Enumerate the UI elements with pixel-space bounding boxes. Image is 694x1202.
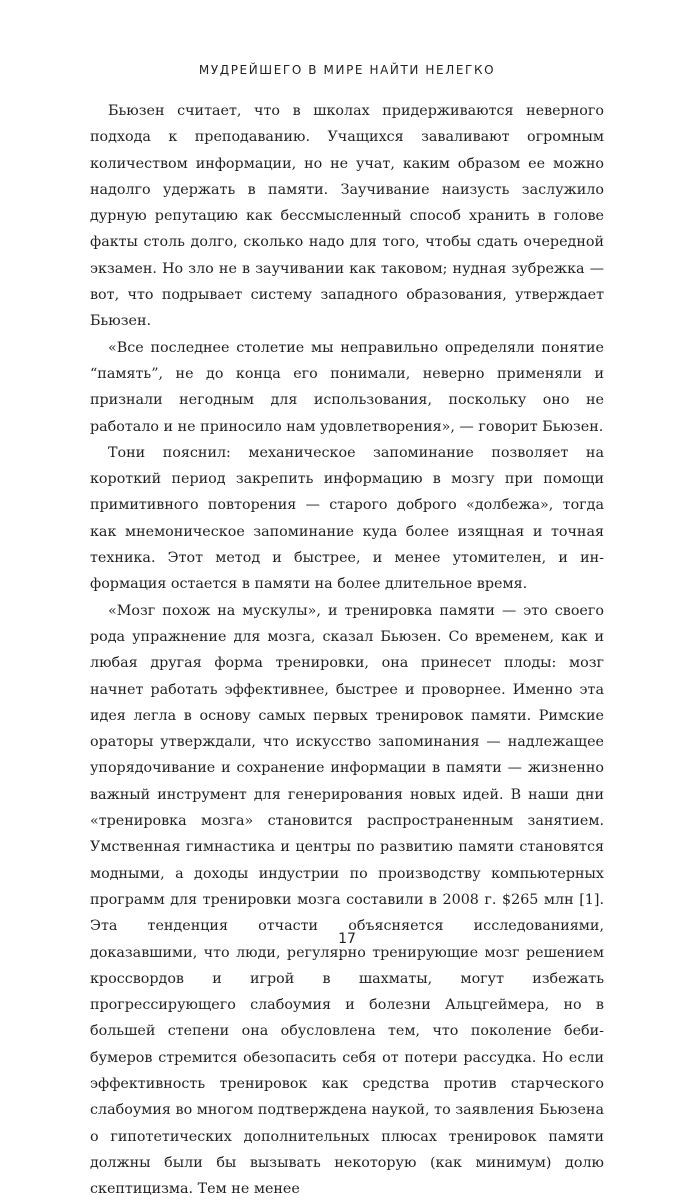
body-text <box>90 98 604 1202</box>
running-head: МУДРЕЙШЕГО В МИРЕ НАЙТИ НЕЛЕГКО <box>198 63 496 77</box>
paragraph: «Мозг похож на мускулы», и тренировка памяти — это своего рода упражнение для мозга, сказал Бьюзен. Со временем, как и любая другая форма тренировки, она принесет плоды: мозг начнет работать эффективнее, быстрее и проворнее. Именно эта идея легла в основу самых первых тренировок памяти. Римские ораторы утверждали, что искусство запоминания — надлежащее упорядочивание и сохранение информации в памяти — жизненно важный инструмент для генерирования новых идей. В наши дни «тренировка мозга» становится распространенным занятием. Умственная гимнастика и центры по развитию памяти становятся модными, а доходы индустрии по производству компьютерных программ для тренировки мозга составили в 2008 г. $265 млн [1]. Эта тенденция отчасти объясняется исследованиями, доказавшими, что люди, регулярно тренирующие мозг решением кроссвордов и игрой в шахматы, могут избежать прогрессирующего слабоумия и болезни Альцгеймера, но в большей степени она обусловлена тем, что поколение беби-бумеров стремится обезопасить себя от потери рассудка. Но если эффективность тренировок как средства против старческого слабоумия во многом подтверждена наукой, то заявления Бьюзена о гипотетических дополнительных плюсах тренировок памяти должны были бы вызывать некоторую (как минимум) долю скептицизма. Тем не менее <box>90 602 604 1198</box>
paragraph: Тони пояснил: механическое запоминание позволяет на короткий период закрепить информацию в мозгу при помощи примитивного повторения — старого доброго «долбежа», тогда как мнемоническое запоминание куда более изящная и точная техника. Этот метод и быстрее, и менее утомителен, и информация остается в памяти на более длительное время. <box>90 444 604 593</box>
paragraph: Бьюзен считает, что в школах придерживаются неверного подхода к преподаванию. Учащихся заваливают огромным количеством информации, но не учат, каким образом ее можно надолго удержать в памяти. Заучивание наизусть заслужило дурную репутацию как бессмысленный способ хранить в голове факты столь долго, сколько надо для того, чтобы сдать очередной экзамен. Но зло не в заучивании как таковом; нудная зубрежка — вот, что подрывает систему западного образования, утверждает Бьюзен. <box>90 103 604 330</box>
paragraph: «Все последнее столетие мы неправильно определяли понятие “память”, не до конца его понимали, неверно применяли и признали негодным для использования, поскольку оно не работало и не приносило нам удовлетворения», — говорит Бьюзен. <box>90 339 604 435</box>
page-number: 17 <box>338 931 356 947</box>
